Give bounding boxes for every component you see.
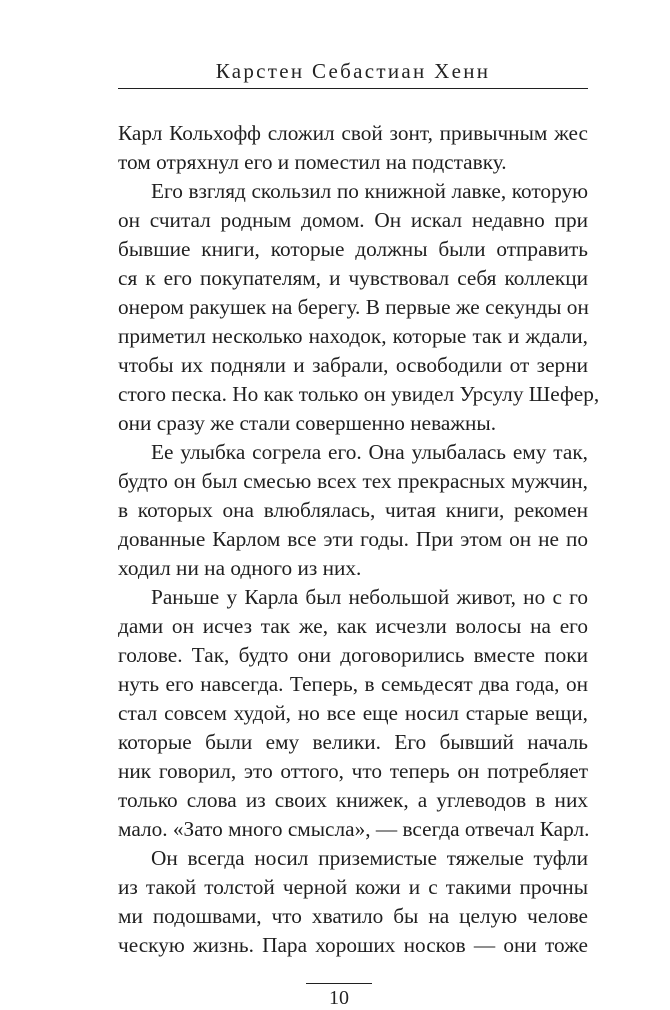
footer-rule — [306, 983, 372, 984]
text-line: дами он исчез так же, как исчезли волосы на его — [118, 614, 588, 638]
text-line: голове. Так, будто они договорились вместе поки — [118, 643, 588, 667]
text-line: он считал родным домом. Он искал недавно при — [118, 208, 588, 232]
text-line: ник говорил, это оттого, что теперь он потребляет — [118, 759, 588, 783]
text-line: будто он был смесью всех тех прекрасных мужчин, — [118, 469, 588, 493]
text-line: онером ракушек на берегу. В первые же секунды он — [118, 295, 589, 319]
text-line: из такой толстой черной кожи и с такими прочны — [118, 875, 588, 899]
text-line: чтобы их подняли и забрали, освободили от зерни — [118, 353, 588, 377]
text-line: стал совсем худой, но все еще носил старые вещи, — [118, 701, 588, 725]
header-rule — [118, 88, 588, 89]
text-line: Раньше у Карла был небольшой живот, но с го — [151, 585, 588, 609]
running-head-author: Карстен Себастиан Хенн — [215, 59, 491, 83]
text-line: Ее улыбка согрела его. Она улыбалась ему так, — [151, 440, 588, 464]
text-line: том отряхнул его и поместил на подставку. — [118, 150, 507, 174]
text-line: дованные Карлом все эти годы. При этом он не по — [118, 527, 588, 551]
text-line: нуть его навсегда. Теперь, в семьдесят два года, он — [118, 672, 588, 696]
text-line: бывшие книги, которые должны были отправить — [118, 237, 588, 261]
text-line: ся к его покупателям, и чувствовал себя коллекци — [118, 266, 588, 290]
text-line: ми подошвами, что хватило бы на целую челове — [118, 904, 588, 928]
text-line: приметил несколько находок, которые так и ждали, — [118, 324, 588, 348]
text-line: Его взгляд скользил по книжной лавке, которую — [151, 179, 588, 203]
text-line: в которых она влюблялась, читая книги, рекомен — [118, 498, 588, 522]
text-line: Он всегда носил приземистые тяжелые туфли — [151, 846, 588, 870]
text-line: только слова из своих книжек, а углеводов в них — [118, 788, 588, 812]
text-line: стого песка. Но как только он увидел Урсулу Шефер, — [118, 382, 600, 406]
text-line: они сразу же стали совершенно неважны. — [118, 411, 497, 435]
page-number: 10 — [329, 987, 349, 1009]
text-line: которые были ему велики. Его бывший началь — [118, 730, 588, 754]
body-text — [118, 119, 600, 960]
text-line: Карл Кольхофф сложил свой зонт, привычным жес — [118, 121, 588, 145]
text-line: мало. «Зато много смысла», — всегда отвечал Карл. — [118, 817, 590, 841]
text-line: ходил ни на одного из них. — [118, 556, 362, 580]
text-line: ческую жизнь. Пара хороших носков — они тоже — [118, 933, 588, 957]
